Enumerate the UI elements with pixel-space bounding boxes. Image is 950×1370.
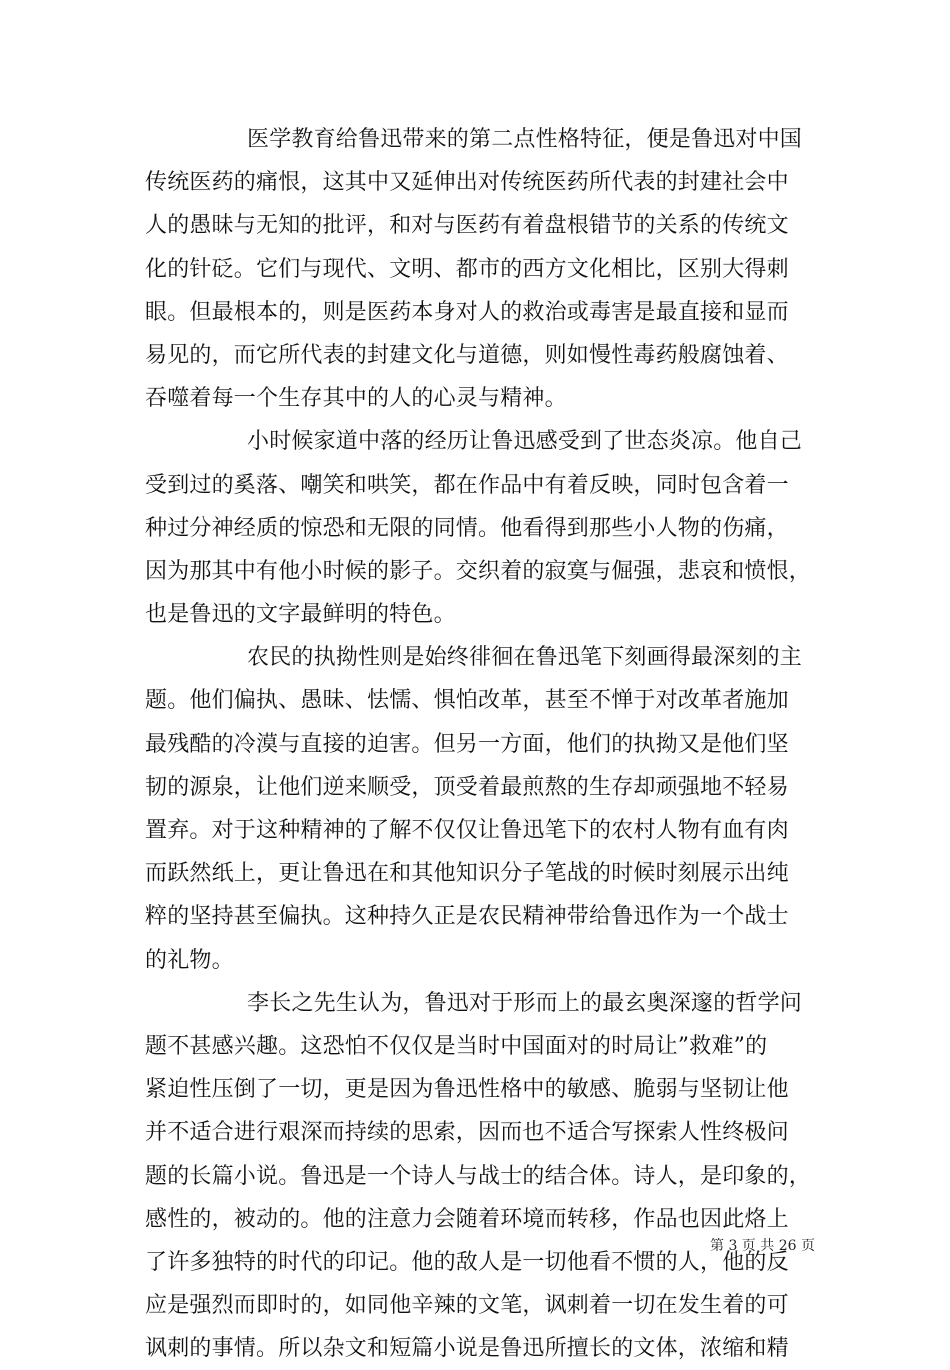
text-line: 题不甚感兴趣。这恐怕不仅仅是当时中国面对的时局让”救难”的 [145,1033,768,1059]
text-line: 眼。但最根本的，则是医药本身对人的救治或毒害是最直接和显而 [145,299,789,325]
text-line: 的礼物。 [145,947,234,973]
text-line: 题的长篇小说。鲁迅是一个诗人与战士的结合体。诗人，是印象的， [145,1163,812,1189]
text-line: 而跃然纸上，更让鲁迅在和其他知识分子笔战的时候时刻展示出纯 [145,861,789,887]
text-line: 吞噬着每一个生存其中的人的心灵与精神。 [145,386,567,412]
text-line: 种过分神经质的惊恐和无限的同情。他看得到那些小人物的伤痛， [145,515,789,541]
text-line: 应是强烈而即时的，如同他辛辣的文笔，讽刺着一切在发生着的可 [145,1293,789,1319]
paragraph-4 [145,982,812,1370]
text-line: 粹的坚持甚至偏执。这种持久正是农民精神带给鲁迅作为一个战士 [145,904,789,930]
text-line: 了许多独特的时代的印记。他的敌人是一切他看不惯的人，他的反 [145,1249,789,1275]
text-line: 讽刺的事情。所以杂文和短篇小说是鲁迅所擅长的文体，浓缩和精 [145,1336,789,1362]
text-line: 紧迫性压倒了一切，更是因为鲁迅性格中的敏感、脆弱与坚韧让他 [145,1077,789,1103]
paragraph-1 [145,118,805,420]
text-line: 感性的，被动的。他的注意力会随着环境而转移，作品也因此烙上 [145,1206,789,1232]
text-line: 置弃。对于这种精神的了解不仅仅让鲁迅笔下的农村人物有血有肉 [145,818,789,843]
page-number: 第 3 页 共 26 页 [710,1238,815,1254]
text-line: 最残酷的冷漠与直接的迫害。但另一方面，他们的执拗又是他们坚 [145,731,789,757]
paragraph-3 [145,636,805,982]
text-line: 题。他们偏执、愚昧、怯懦、惧怕改革，甚至不惮于对改革者施加 [145,688,789,714]
body-text [145,118,812,1370]
text-line: 因为那其中有他小时候的影子。交织着的寂寞与倔强，悲哀和愤恨， [145,558,812,584]
text-line: 小时候家道中落的经历让鲁迅感受到了世态炎凉。他自己 [247,429,803,455]
text-line: 受到过的奚落、嘲笑和哄笑，都在作品中有着反映，同时包含着一 [145,472,789,498]
text-line: 李长之先生认为，鲁迅对于形而上的最玄奥深邃的哲学问 [247,990,803,1016]
paragraph-2 [145,420,812,636]
text-line: 人的愚昧与无知的批评，和对与医药有着盘根错节的关系的传统文 [145,213,789,239]
text-line: 易见的，而它所代表的封建文化与道德，则如慢性毒药般腐蚀着、 [145,342,789,368]
text-line: 传统医药的痛恨，这其中又延伸出对传统医药所代表的封建社会中 [145,170,789,196]
text-line: 并不适合进行艰深而持续的思索，因而也不适合写探索人性终极问 [145,1120,789,1146]
text-line: 也是鲁迅的文字最鲜明的特色。 [145,602,456,628]
text-line: 化的针砭。它们与现代、文明、都市的西方文化相比，区别大得刺 [145,256,789,282]
text-line: 韧的源泉，让他们逆来顺受，顶受着最煎熬的生存却顽强地不轻易 [145,774,789,800]
text-line: 医学教育给鲁迅带来的第二点性格特征，便是鲁迅对中国 [247,127,803,152]
text-line: 农民的执拗性则是始终徘徊在鲁迅笔下刻画得最深刻的主 [247,645,803,671]
